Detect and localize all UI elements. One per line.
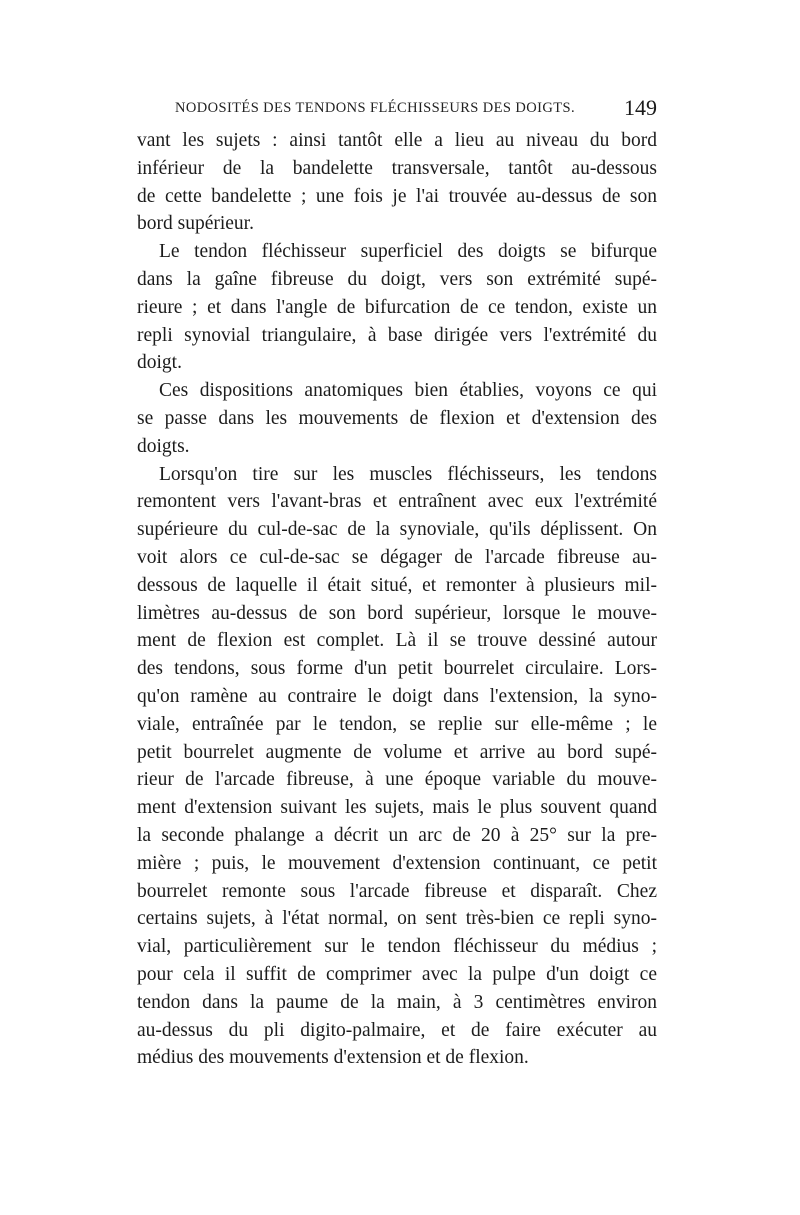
text-line: Le tendon fléchisseur superficiel des doigts se bifurque (159, 241, 657, 263)
text-line: dans la gaîne fibreuse du doigt, vers son extrémité supé- (137, 268, 657, 290)
text-line: certains sujets, à l'état normal, on sent très-bien ce repli syno- (137, 908, 657, 930)
running-title: NODOSITÉS DES TENDONS FLÉCHISSEURS DES DOIGTS. (175, 100, 576, 116)
text-line: tendon dans la paume de la main, à 3 centimètres environ (137, 991, 657, 1013)
text-line: remontent vers l'avant-bras et entraînent avec eux l'extrémité (137, 491, 657, 513)
page-number: 149 (624, 95, 657, 120)
text-line: petit bourrelet augmente de volume et arrive au bord supé- (137, 741, 657, 763)
text-line: médius des mouvements d'extension et de flexion. (137, 1047, 529, 1069)
text-line: pour cela il suffit de comprimer avec la pulpe d'un doigt ce (137, 963, 657, 985)
text-line: Ces dispositions anatomiques bien établies, voyons ce qui (159, 380, 657, 402)
text-line: limètres au-dessus de son bord supérieur, lorsque le mouve- (137, 602, 657, 624)
text-line: doigt. (137, 352, 182, 374)
text-line: viale, entraînée par le tendon, se replie sur elle-même ; le (137, 713, 657, 735)
text-line: de cette bandelette ; une fois je l'ai trouvée au-dessus de son (137, 185, 657, 207)
text-line: doigts. (137, 435, 190, 457)
text-line: ment de flexion est complet. Là il se trouve dessiné autour (137, 630, 657, 652)
text-line: rieure ; et dans l'angle de bifurcation de ce tendon, existe un (137, 296, 657, 318)
text-line: vial, particulièrement sur le tendon fléchisseur du médius ; (137, 936, 657, 958)
text-line: vant les sujets : ainsi tantôt elle a lieu au niveau du bord (137, 130, 657, 151)
text-line: inférieur de la bandelette transversale, tantôt au-dessous (137, 157, 657, 179)
text-line: mière ; puis, le mouvement d'extension continuant, ce petit (137, 852, 657, 874)
body-text (137, 127, 657, 1072)
text-line: qu'on ramène au contraire le doigt dans l'extension, la syno- (137, 685, 657, 707)
text-line: supérieure du cul-de-sac de la synoviale, qu'ils déplissent. On (137, 519, 657, 541)
text-line: ment d'extension suivant les sujets, mais le plus souvent quand (137, 797, 657, 819)
text-line: dessous de laquelle il était situé, et remonter à plusieurs mil- (137, 574, 657, 596)
running-head (175, 95, 657, 124)
text-line: bourrelet remonte sous l'arcade fibreuse et disparaît. Chez (137, 880, 657, 902)
text-line: voit alors ce cul-de-sac se dégager de l'arcade fibreuse au- (137, 546, 657, 568)
text-line: Lorsqu'on tire sur les muscles fléchisseurs, les tendons (159, 463, 657, 485)
text-line: bord supérieur. (137, 213, 254, 235)
text-line: des tendons, sous forme d'un petit bourrelet circulaire. Lors- (137, 658, 657, 680)
text-line: rieur de l'arcade fibreuse, à une époque variable du mouve- (137, 769, 657, 791)
text-line: au-dessus du pli digito-palmaire, et de faire exécuter au (137, 1019, 657, 1041)
text-line: repli synovial triangulaire, à base dirigée vers l'extrémité du (137, 324, 657, 346)
text-line: la seconde phalange a décrit un arc de 20 à 25° sur la pre- (137, 824, 657, 846)
text-line: se passe dans les mouvements de flexion et d'extension des (137, 407, 657, 429)
